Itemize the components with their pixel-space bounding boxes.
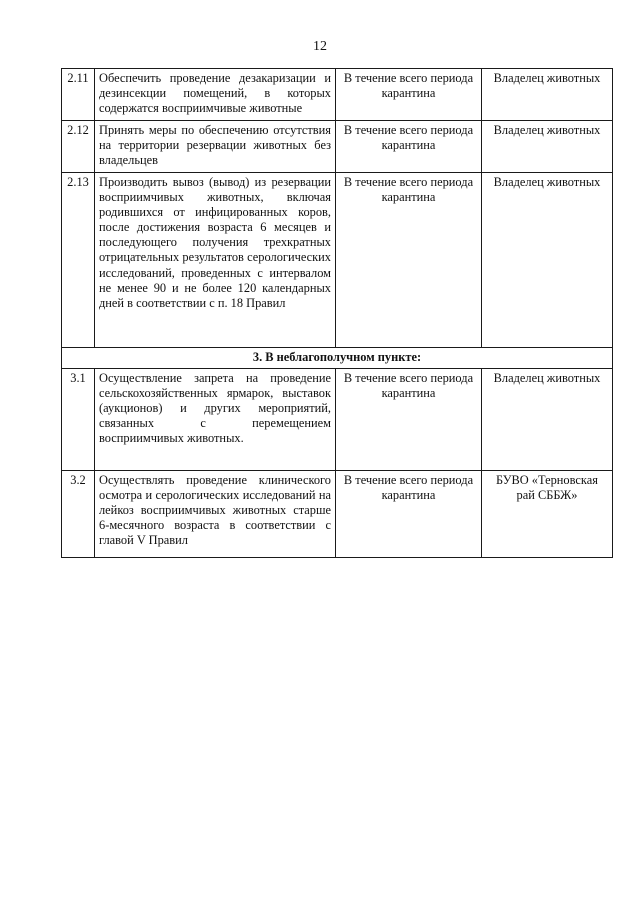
measure-description: Принять меры по обеспечению отсутствия на территории резервации животных без владельцев <box>95 121 336 173</box>
table-row <box>62 121 613 173</box>
row-number: 2.12 <box>62 121 95 173</box>
row-number: 2.11 <box>62 69 95 121</box>
measure-description: Осуществлять проведение клинического осмотра и серологических исследований на лейкоз восприимчивых животных старше 6-месячного возраста в соответствии с главой V Правил <box>95 471 336 558</box>
measure-period: В течение всего периода карантина <box>336 173 482 348</box>
table-row <box>62 69 613 121</box>
measure-responsible: Владелец животных <box>482 173 613 348</box>
measure-responsible: БУВО «Терновская рай СББЖ» <box>482 471 613 558</box>
section-header-row <box>62 348 613 369</box>
table-row <box>62 369 613 471</box>
measure-description: Производить вывоз (вывод) из резервации восприимчивых животных, включая родившихся от инфицированных коров, после достижения возраста 6 месяцев и последующего получения трехкратных отрицательных результатов серологических исследований, проведенных с интервалом не менее 90 и не более 120 календарных дней в соответствии с п. 18 Правил <box>95 173 336 348</box>
table-row <box>62 471 613 558</box>
page-number: 12 <box>313 39 327 54</box>
quarantine-measures-table <box>61 68 613 558</box>
section-header: 3. В неблагополучном пункте: <box>62 348 613 369</box>
measure-period: В течение всего периода карантина <box>336 471 482 558</box>
measure-period: В течение всего периода карантина <box>336 69 482 121</box>
row-number: 3.1 <box>62 369 95 471</box>
measure-responsible: Владелец животных <box>482 121 613 173</box>
table-row <box>62 173 613 348</box>
measure-responsible: Владелец животных <box>482 369 613 471</box>
row-number: 3.2 <box>62 471 95 558</box>
measure-period: В течение всего периода карантина <box>336 369 482 471</box>
measure-description: Осуществление запрета на проведение сельскохозяйственных ярмарок, выставок (аукционов) и других мероприятий, связанных с перемещением восприимчивых животных. <box>95 369 336 471</box>
measure-description: Обеспечить проведение дезакаризации и дезинсекции помещений, в которых содержатся восприимчивые животные <box>95 69 336 121</box>
measure-period: В течение всего периода карантина <box>336 121 482 173</box>
measure-responsible: Владелец животных <box>482 69 613 121</box>
row-number: 2.13 <box>62 173 95 348</box>
